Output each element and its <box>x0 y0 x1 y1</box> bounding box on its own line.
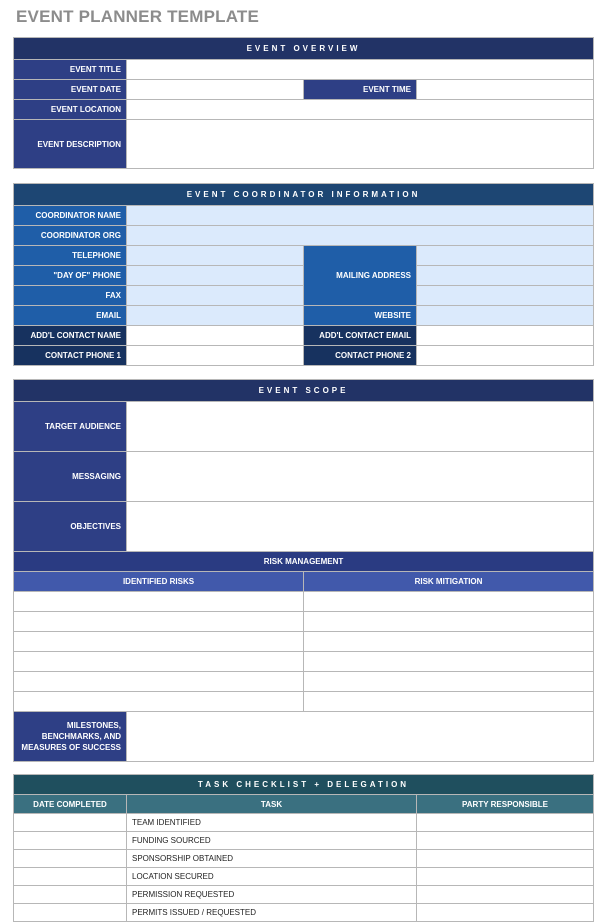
party-responsible-header: PARTY RESPONSIBLE <box>417 795 594 814</box>
contact-phone-2-label: CONTACT PHONE 2 <box>304 346 417 366</box>
telephone-field[interactable] <box>127 246 304 266</box>
task-cell[interactable]: TEAM IDENTIFIED <box>127 814 417 832</box>
date-completed-cell[interactable] <box>14 850 127 868</box>
contact-phone-2-field[interactable] <box>417 346 594 366</box>
table-row <box>14 868 594 886</box>
event-scope-header: EVENT SCOPE <box>14 380 594 402</box>
mailing-address-line-2[interactable] <box>417 266 594 286</box>
date-completed-cell[interactable] <box>14 868 127 886</box>
mailing-address-line-1[interactable] <box>417 246 594 266</box>
identified-risk-cell[interactable] <box>14 692 304 712</box>
email-field[interactable] <box>127 306 304 326</box>
website-field[interactable] <box>417 306 594 326</box>
date-completed-cell[interactable] <box>14 886 127 904</box>
date-completed-cell[interactable] <box>14 904 127 922</box>
event-title-field[interactable] <box>127 60 594 80</box>
milestones-label: MILESTONES, BENCHMARKS, AND MEASURES OF SUCCESS <box>14 712 127 762</box>
coordinator-org-field[interactable] <box>127 226 594 246</box>
messaging-label: MESSAGING <box>14 452 127 502</box>
event-location-field[interactable] <box>127 100 594 120</box>
coordinator-name-label: COORDINATOR NAME <box>14 206 127 226</box>
table-row <box>14 904 594 922</box>
addl-contact-email-label: ADD'L CONTACT EMAIL <box>304 326 417 346</box>
event-title-label: EVENT TITLE <box>14 60 127 80</box>
event-date-field[interactable] <box>127 80 304 100</box>
party-responsible-cell[interactable] <box>417 868 594 886</box>
messaging-field[interactable] <box>127 452 594 502</box>
identified-risks-header: IDENTIFIED RISKS <box>14 572 304 592</box>
task-header: TASK <box>127 795 417 814</box>
party-responsible-cell[interactable] <box>417 814 594 832</box>
risk-mitigation-cell[interactable] <box>304 652 594 672</box>
objectives-field[interactable] <box>127 502 594 552</box>
risk-mitigation-cell[interactable] <box>304 592 594 612</box>
date-completed-header: DATE COMPLETED <box>14 795 127 814</box>
coordinator-header: EVENT COORDINATOR INFORMATION <box>14 184 594 206</box>
risk-mitigation-header: RISK MITIGATION <box>304 572 594 592</box>
task-checklist-table <box>13 774 594 922</box>
party-responsible-cell[interactable] <box>417 886 594 904</box>
event-location-label: EVENT LOCATION <box>14 100 127 120</box>
target-audience-field[interactable] <box>127 402 594 452</box>
coordinator-org-label: COORDINATOR ORG <box>14 226 127 246</box>
task-cell[interactable]: LOCATION SECURED <box>127 868 417 886</box>
website-label: WEBSITE <box>304 306 417 326</box>
telephone-label: TELEPHONE <box>14 246 127 266</box>
identified-risk-cell[interactable] <box>14 592 304 612</box>
event-date-label: EVENT DATE <box>14 80 127 100</box>
day-of-phone-label: "DAY OF" PHONE <box>14 266 127 286</box>
event-time-field[interactable] <box>417 80 594 100</box>
event-overview-table <box>13 37 594 169</box>
risk-mitigation-cell[interactable] <box>304 692 594 712</box>
fax-label: FAX <box>14 286 127 306</box>
coordinator-name-field[interactable] <box>127 206 594 226</box>
addl-contact-name-label: ADD'L CONTACT NAME <box>14 326 127 346</box>
task-cell[interactable]: PERMITS ISSUED / REQUESTED <box>127 904 417 922</box>
risk-mitigation-cell[interactable] <box>304 632 594 652</box>
email-label: EMAIL <box>14 306 127 326</box>
date-completed-cell[interactable] <box>14 832 127 850</box>
fax-field[interactable] <box>127 286 304 306</box>
party-responsible-cell[interactable] <box>417 904 594 922</box>
identified-risk-cell[interactable] <box>14 632 304 652</box>
task-cell[interactable]: SPONSORSHIP OBTAINED <box>127 850 417 868</box>
party-responsible-cell[interactable] <box>417 850 594 868</box>
table-row <box>14 850 594 868</box>
task-checklist-header: TASK CHECKLIST + DELEGATION <box>14 775 594 795</box>
event-description-label: EVENT DESCRIPTION <box>14 120 127 169</box>
coordinator-table <box>13 183 594 366</box>
event-description-field[interactable] <box>127 120 594 169</box>
task-cell[interactable]: PERMISSION REQUESTED <box>127 886 417 904</box>
risk-management-header: RISK MANAGEMENT <box>14 552 594 572</box>
target-audience-label: TARGET AUDIENCE <box>14 402 127 452</box>
milestones-field[interactable] <box>127 712 594 762</box>
table-row <box>14 886 594 904</box>
day-of-phone-field[interactable] <box>127 266 304 286</box>
mailing-address-label: MAILING ADDRESS <box>304 246 417 306</box>
objectives-label: OBJECTIVES <box>14 502 127 552</box>
date-completed-cell[interactable] <box>14 814 127 832</box>
identified-risk-cell[interactable] <box>14 612 304 632</box>
table-row <box>14 814 594 832</box>
task-cell[interactable]: FUNDING SOURCED <box>127 832 417 850</box>
party-responsible-cell[interactable] <box>417 832 594 850</box>
addl-contact-name-field[interactable] <box>127 326 304 346</box>
mailing-address-line-3[interactable] <box>417 286 594 306</box>
page-title: EVENT PLANNER TEMPLATE <box>16 7 260 26</box>
identified-risk-cell[interactable] <box>14 652 304 672</box>
contact-phone-1-field[interactable] <box>127 346 304 366</box>
table-row <box>14 832 594 850</box>
risk-mitigation-cell[interactable] <box>304 672 594 692</box>
identified-risk-cell[interactable] <box>14 672 304 692</box>
event-scope-table <box>13 379 594 762</box>
contact-phone-1-label: CONTACT PHONE 1 <box>14 346 127 366</box>
event-time-label: EVENT TIME <box>304 80 417 100</box>
event-overview-header: EVENT OVERVIEW <box>14 38 594 60</box>
addl-contact-email-field[interactable] <box>417 326 594 346</box>
risk-mitigation-cell[interactable] <box>304 612 594 632</box>
